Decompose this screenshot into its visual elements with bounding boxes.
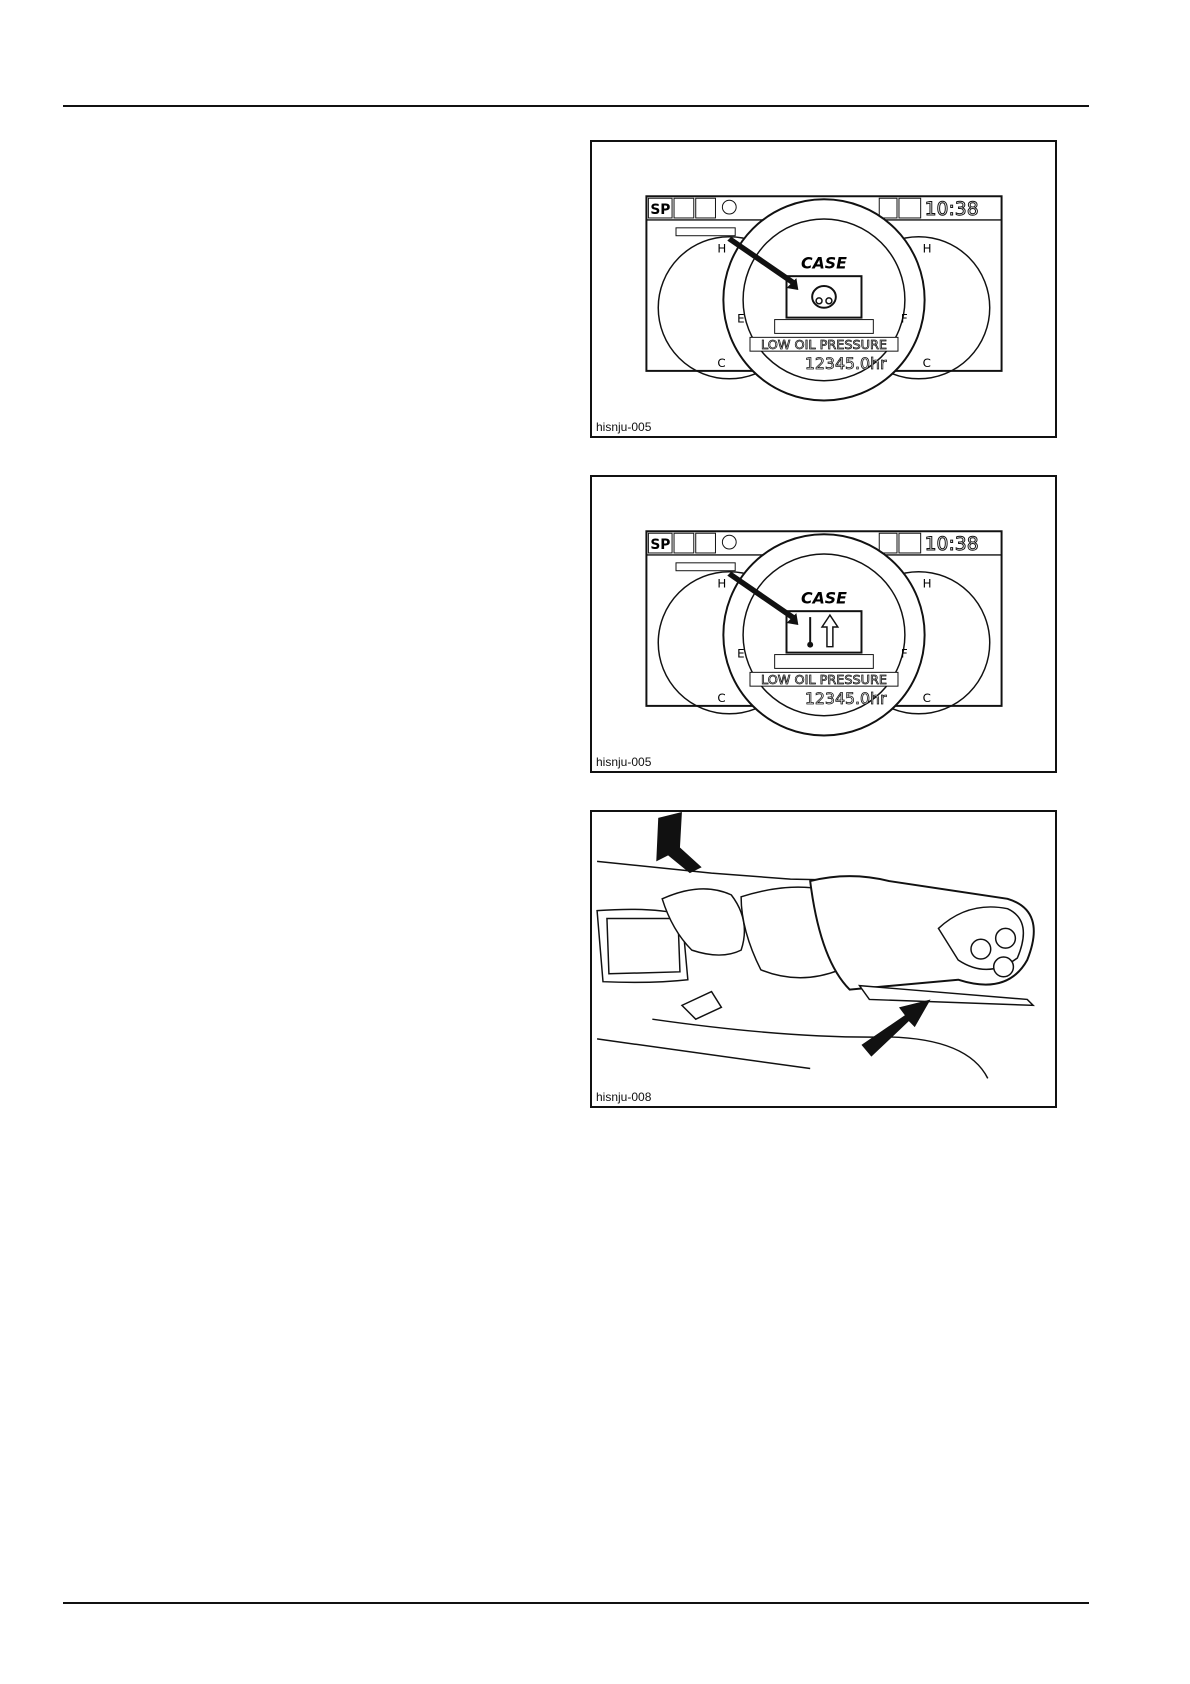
hour-meter: 12345.0hr: [804, 353, 887, 373]
clock: 10:38: [924, 534, 979, 556]
control-lever-icon: [592, 812, 1055, 1106]
header-rule: [63, 105, 1089, 107]
hour-meter: 12345.0hr: [804, 688, 887, 708]
car-icon: [674, 533, 694, 553]
figure-caption: hisnju-008: [596, 1090, 652, 1104]
fuel-full-label: F: [900, 646, 908, 661]
brand-logo: CASE: [801, 253, 847, 273]
warning-message: LOW OIL PRESSURE: [761, 673, 887, 689]
headlight-icon: [696, 533, 716, 553]
mode-label: SP: [650, 537, 671, 554]
warning-window: [787, 276, 862, 317]
fuel-full-label: F: [900, 311, 908, 326]
warning-message: LOW OIL PRESSURE: [761, 338, 887, 354]
fuel-empty-label: E: [737, 646, 745, 661]
gauge-cold-left: C: [717, 355, 726, 370]
gauge-high-left: H: [717, 576, 727, 591]
figure-control-lever: [590, 810, 1057, 1108]
car-icon: [674, 198, 694, 218]
gauge-high-left: H: [717, 241, 727, 256]
speed-bar: [676, 228, 735, 236]
gauge-cold-right: C: [922, 690, 931, 705]
figure-caption: hisnju-005: [596, 420, 652, 434]
brand-logo: CASE: [801, 588, 847, 608]
gauge-cold-left: C: [717, 690, 726, 705]
pointer-arrow-upper: [656, 812, 701, 873]
mode-label: SP: [650, 202, 671, 219]
lock-icon: [879, 198, 897, 218]
gauge-high-right: H: [922, 576, 932, 591]
monitor-display-illustration: [592, 477, 1055, 771]
attachment-icon: [899, 533, 921, 553]
attachment-icon: [899, 198, 921, 218]
figure-caption: hisnju-005: [596, 755, 652, 769]
headlight-icon: [696, 198, 716, 218]
lock-icon: [879, 533, 897, 553]
clock: 10:38: [924, 199, 979, 221]
monitor-display-illustration: [592, 142, 1055, 436]
figure-display-coolant-temperature: [590, 475, 1057, 773]
pointer-arrow-lower: [861, 999, 930, 1056]
warning-window: [787, 611, 862, 652]
fuel-empty-label: E: [737, 311, 745, 326]
gauge-cold-right: C: [922, 355, 931, 370]
figure-display-oil-pressure: [590, 140, 1057, 438]
gauge-high-right: H: [922, 241, 932, 256]
footer-rule: [63, 1602, 1089, 1604]
speed-bar: [676, 563, 735, 571]
